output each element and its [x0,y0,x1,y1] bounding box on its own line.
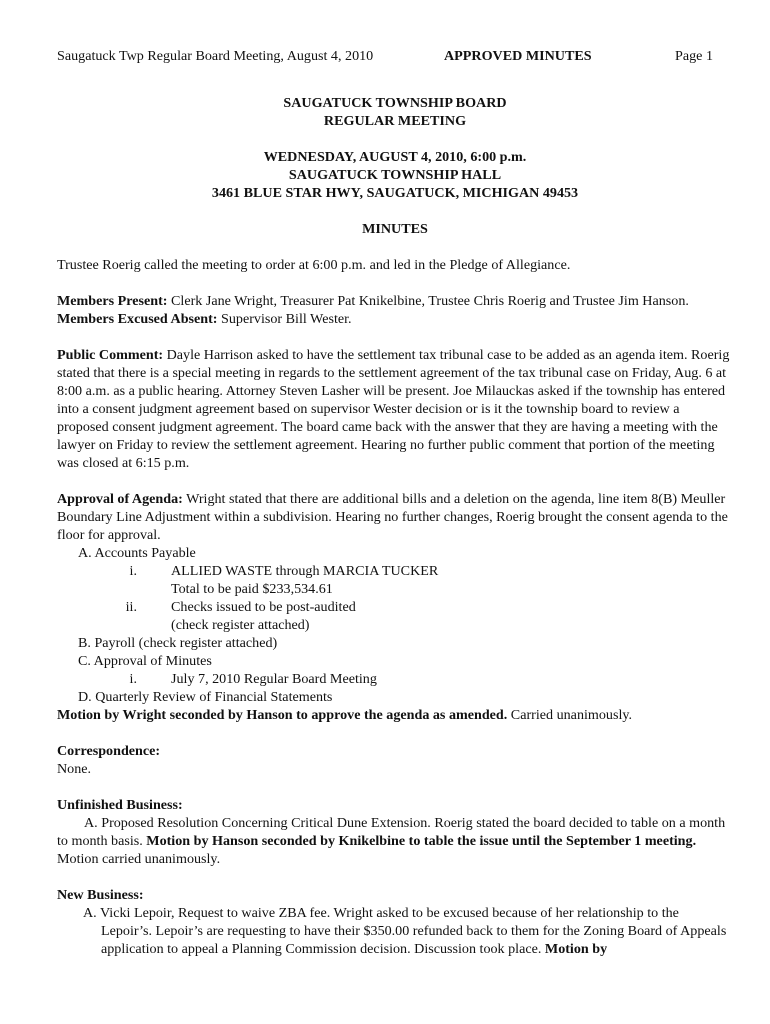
agenda-item-d: D. Quarterly Review of Financial Statements [78,689,333,705]
approval-of-agenda-label: Approval of Agenda: [57,491,183,507]
approval-of-agenda [57,490,733,544]
unfinished-business-section [57,796,733,868]
unfinished-business-text: A. Proposed Resolution Concerning Critical Dune Extension. Roerig stated the board decided to table on a month to month basis. [57,815,726,849]
title-line-board: SAUGATUCK TOWNSHIP BOARD [283,95,507,111]
subitem-number: i. [129,671,137,687]
agenda-subitem [57,562,733,580]
subitem-number: ii. [125,599,137,615]
new-business-item [57,904,733,958]
new-business-section [57,886,733,958]
agenda-subitem [57,670,733,688]
new-business-label: New Business: [57,887,144,903]
meeting-location: SAUGATUCK TOWNSHIP HALL [288,167,502,183]
new-business-text: A. Vicki Lepoir, Request to waive ZBA fee. Wright asked to be excused because of her relationship to the Lepoir’s. Lepoir’s are requesting to have their $350.00 refunded back to them for the Zoning Board of Appeals application to appeal a Planning Commission decision. Discussion took place. [83,905,727,957]
subitem-text: July 7, 2010 Regular Board Meeting [171,671,377,687]
agenda-subitem-cont [57,580,733,598]
members-present-label: Members Present: [57,293,168,309]
page-header [57,47,713,65]
correspondence-text: None. [57,761,92,777]
members-excused-label: Members Excused Absent: [57,311,218,327]
unfinished-business-item [57,814,733,868]
minutes-heading: MINUTES [362,221,428,237]
header-meeting-title: Saugatuck Twp Regular Board Meeting, August 4, 2010 [57,48,374,64]
public-comment-text: Dayle Harrison asked to have the settlement tax tribunal case to be added as an agenda item. Roerig stated that there is a special meeting in regards to the settlement agreement of the tax tribunal case on Friday, Aug. 6 at 8:00 a.m. as a public hearing. Attorney Steven Lasher will be present. Joe Milauckas asked if the township has entered into a consent judgment agreement based on supervisor Wester decision or is it the township board to review a proposed consent judgment agreement. The board came back with the answer that they are having a meeting with the lawyer on Friday to review the settlement agreement. Hearing no further public comment that portion of the meeting was closed at 6:15 p.m. [57,347,730,471]
public-comment-label: Public Comment: [57,347,164,363]
subitem-number: i. [129,563,137,579]
meeting-info [57,148,733,202]
unfinished-business-motion-rest: Motion carried unanimously. [57,851,221,867]
unfinished-business-label: Unfinished Business: [57,797,183,813]
agenda-item-a: A. Accounts Payable [78,545,196,561]
members-excused [57,310,733,328]
agenda-motion-rest: Carried unanimously. [507,707,633,723]
unfinished-business-motion: Motion by Hanson seconded by Knikelbine to table the issue until the September 1 meeting. [146,833,697,849]
agenda-subitem-cont [57,616,733,634]
subitem-text: ALLIED WASTE through MARCIA TUCKER [171,563,439,579]
correspondence-section [57,742,733,778]
approval-of-agenda-text: Wright stated that there are additional bills and a deletion on the agenda, line item 8(B) Meuller Boundary Line Adjustment within a subdivision. Hearing no further changes, Roerig brought the consent agenda to the floor for approval. [57,491,728,543]
subitem-text: (check register attached) [171,617,310,633]
meeting-address: 3461 BLUE STAR HWY, SAUGATUCK, MICHIGAN 49453 [211,185,579,201]
header-page-number: Page 1 [675,48,713,64]
document-title [57,94,733,130]
title-line-meeting-type: REGULAR MEETING [323,113,467,129]
members-excused-text: Supervisor Bill Wester. [217,311,352,327]
agenda-subitem [57,598,733,616]
members-present-text: Clerk Jane Wright, Treasurer Pat Knikelbine, Trustee Chris Roerig and Trustee Jim Hanson. [167,293,689,309]
public-comment [57,346,733,472]
agenda-item-b: B. Payroll (check register attached) [78,635,278,651]
agenda-motion [57,706,733,724]
header-approved-minutes: APPROVED MINUTES [444,48,592,64]
correspondence-label: Correspondence: [57,743,161,759]
subitem-text: Total to be paid $233,534.61 [171,581,333,597]
agenda-list [57,544,733,706]
call-to-order: Trustee Roerig called the meeting to order at 6:00 p.m. and led in the Pledge of Allegiance. [57,257,571,273]
agenda-item-c: C. Approval of Minutes [78,653,212,669]
agenda-motion-bold: Motion by Wright seconded by Hanson to approve the agenda as amended. [57,707,508,723]
members-present [57,292,733,310]
meeting-date: WEDNESDAY, AUGUST 4, 2010, 6:00 p.m. [263,149,527,165]
document-body [57,94,733,958]
subitem-text: Checks issued to be post-audited [171,599,356,615]
new-business-motion: Motion by [544,941,608,957]
